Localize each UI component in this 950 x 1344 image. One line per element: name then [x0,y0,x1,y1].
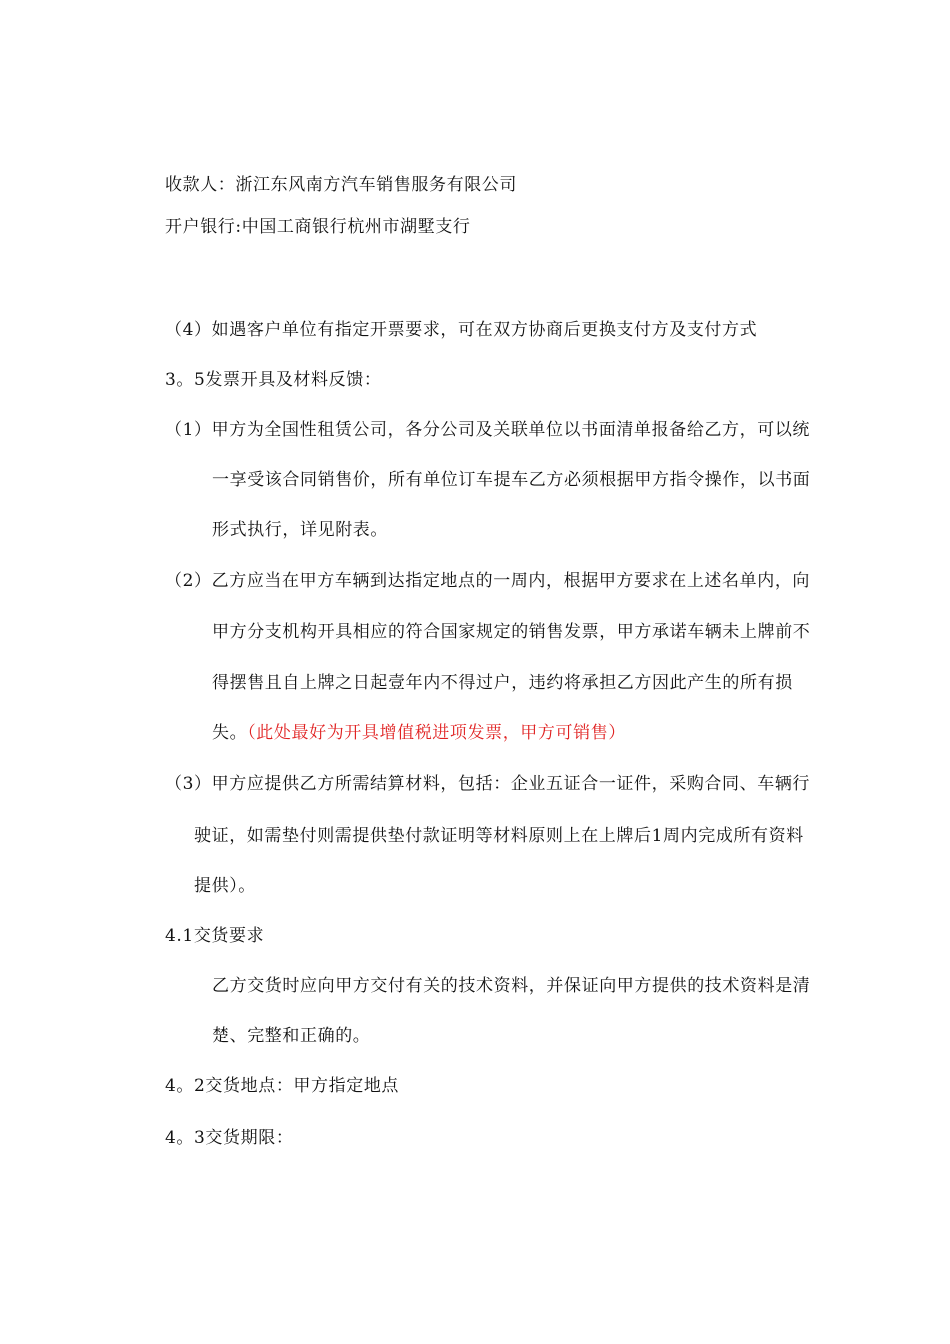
clause-3-5-item-2-line-4 [212,723,626,743]
clause-3-5-item-1-line-1: （1）甲方为全国性租赁公司，各分公司及关联单位以书面清单报备给乙方，可以统 [165,420,811,440]
clause-3-5-item-2-line-1: （2）乙方应当在甲方车辆到达指定地点的一周内，根据甲方要求在上述名单内，向 [165,571,811,591]
clause-4-1-heading: 4.1交货要求 [165,926,265,946]
clause-4-1-body-line-2: 楚、完整和正确的。 [212,1026,371,1046]
clause-4-3-line: 4。3交货期限： [165,1128,294,1148]
payee-line: 收款人：浙江东风南方汽车销售服务有限公司 [165,175,517,195]
clause-3-5-item-3-line-1: （3）甲方应提供乙方所需结算材料，包括：企业五证合一证件，采购合同、车辆行 [165,774,811,794]
clause-3-5-item-1-line-3: 形式执行，详见附表。 [212,520,388,540]
clause-3-5-item-1-line-2: 一享受该合同销售价，所有单位订车提车乙方必须根据甲方指令操作，以书面 [212,470,811,490]
clause-3-5-item-2-line-2: 甲方分支机构开具相应的符合国家规定的销售发票，甲方承诺车辆未上牌前不 [212,622,811,642]
clause-4-2-line: 4。2交货地点：甲方指定地点 [165,1076,400,1096]
clause-3-5-item-2-line-3: 得摆售且自上牌之日起壹年内不得过户，违约将承担乙方因此产生的所有损 [212,673,793,693]
clause-3-5-item-3-line-3: 提供）。 [194,876,256,896]
clause-4-1-body-line-1: 乙方交货时应向甲方交付有关的技术资料，并保证向甲方提供的技术资料是清 [212,976,811,996]
bank-line: 开户银行:中国工商银行杭州市湖墅支行 [165,217,471,237]
clause-3-5-item-2-last-text: 失。 [212,723,248,743]
clause-3-5-heading: 3。5发票开具及材料反馈： [165,370,382,390]
clause-3-5-item-3-line-2: 驶证，如需垫付则需提供垫付款证明等材料原则上在上牌后1周内完成所有资料 [194,826,804,846]
red-annotation-note: （此处最好为开具增值税进项发票，甲方可销售） [247,723,626,743]
clause-3-4-item-4: （4）如遇客户单位有指定开票要求，可在双方协商后更换支付方及支付方式 [165,320,758,340]
